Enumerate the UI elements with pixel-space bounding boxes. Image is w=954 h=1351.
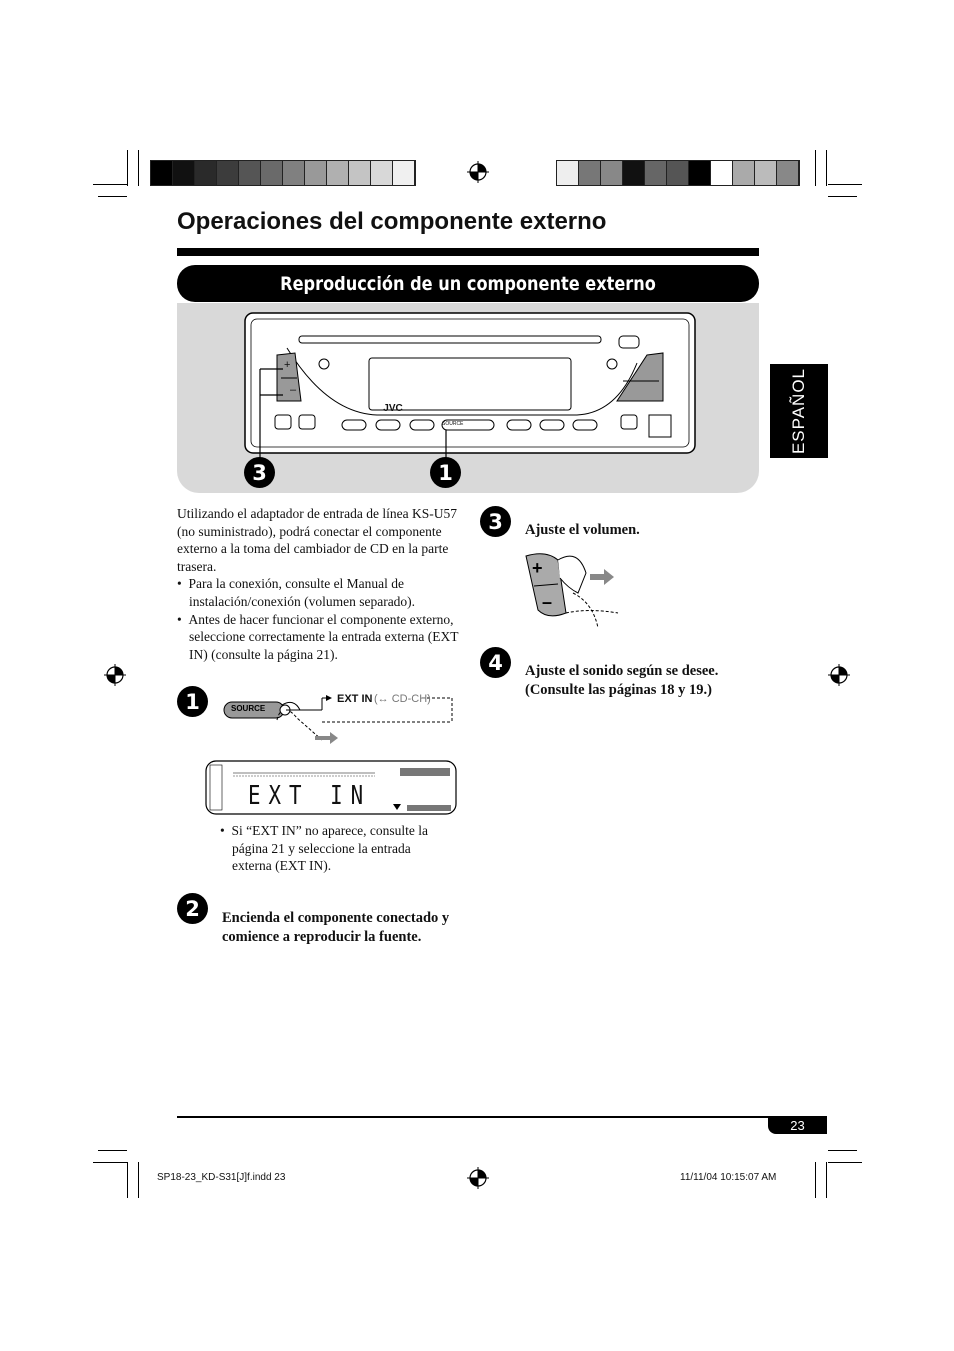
crop-mark	[828, 1162, 862, 1163]
step1-note-text: Si “EXT IN” no aparece, consulte la página 21 y seleccione la entrada externa (EXT IN).	[231, 823, 429, 874]
crop-mark	[826, 1162, 827, 1198]
intro-bullet: • Para la conexión, consulte el Manual de instalación/conexión (volumen separado).	[177, 576, 416, 609]
svg-text:–: –	[542, 592, 553, 612]
title-rule	[177, 248, 759, 256]
crop-mark	[93, 1162, 127, 1163]
step-badge: 3	[480, 506, 511, 537]
step-badge: 4	[480, 647, 511, 678]
step3-text: Ajuste el volumen.	[525, 522, 640, 538]
callout-badge: 1	[430, 457, 461, 488]
callout-badge: 3	[244, 457, 275, 488]
crop-mark	[828, 184, 862, 185]
footer-timestamp: 11/11/04 10:15:07 AM	[680, 1172, 777, 1183]
footer-rule	[177, 1116, 827, 1118]
cycle-ext-in: EXT IN	[337, 693, 373, 705]
intro-paragraph: Utilizando el adaptador de entrada de línea KS-U57 (no suministrado), podrá conectar el componente externo a la toma del cambiador de CD en la parte trasera.	[177, 506, 458, 574]
step2-text: Encienda el componente conectado y comience a reproducir la fuente.	[222, 910, 450, 945]
page-title: Operaciones del componente externo	[177, 208, 607, 235]
step-badge: 1	[177, 686, 208, 717]
section-banner-text: Reproducción de un componente externo	[280, 272, 656, 295]
crop-mark	[826, 150, 827, 186]
color-bar-left	[150, 160, 416, 186]
registration-target-icon	[104, 664, 126, 686]
crop-mark	[815, 1162, 816, 1198]
lcd-text: EXT IN	[248, 781, 372, 811]
cycle-cd-ch: (↔ CD-CH)	[374, 693, 431, 705]
section-banner	[177, 265, 759, 302]
crop-mark	[98, 196, 127, 197]
step-badge: 2	[177, 893, 208, 924]
volume-plus-icon: +	[284, 359, 291, 371]
crop-mark	[138, 1162, 139, 1198]
page-number: 23	[768, 1118, 827, 1134]
language-tab	[770, 364, 828, 458]
intro-block	[177, 505, 462, 663]
volume-adjust-illustration	[518, 548, 628, 633]
crop-mark	[828, 1150, 857, 1151]
intro-bullet: • Antes de hacer funcionar el componente externo, seleccione correctamente la entrada externa (EXT IN) (consulte la página 21).	[177, 611, 459, 662]
step1-note: • Si “EXT IN” no aparece, consulte la página 21 y seleccione la entrada externa (EXT IN).	[220, 823, 429, 874]
registration-target-icon	[828, 664, 850, 686]
crop-mark	[127, 1162, 128, 1198]
registration-target-icon	[467, 161, 489, 183]
crop-mark	[828, 196, 857, 197]
footer-filename: SP18-23_KD-S31[J]f.indd 23	[157, 1172, 286, 1183]
volume-minus-icon: –	[290, 384, 297, 396]
brand-logo: JVC	[383, 403, 403, 414]
crop-mark	[815, 150, 816, 186]
language-tab-label: ESPAÑOL	[789, 367, 808, 455]
registration-target-icon	[467, 1167, 489, 1189]
step4-text: Ajuste el sonido según se desee. (Consulte las páginas 18 y 19.)	[525, 663, 719, 698]
svg-text:+: +	[532, 558, 543, 578]
source-button-label: SOURCE	[231, 704, 266, 713]
source-button-label: SOURCE	[442, 421, 464, 427]
crop-mark	[127, 150, 128, 186]
color-bar-right	[556, 160, 800, 186]
crop-mark	[138, 150, 139, 186]
crop-mark	[98, 1150, 127, 1151]
crop-mark	[93, 184, 127, 185]
